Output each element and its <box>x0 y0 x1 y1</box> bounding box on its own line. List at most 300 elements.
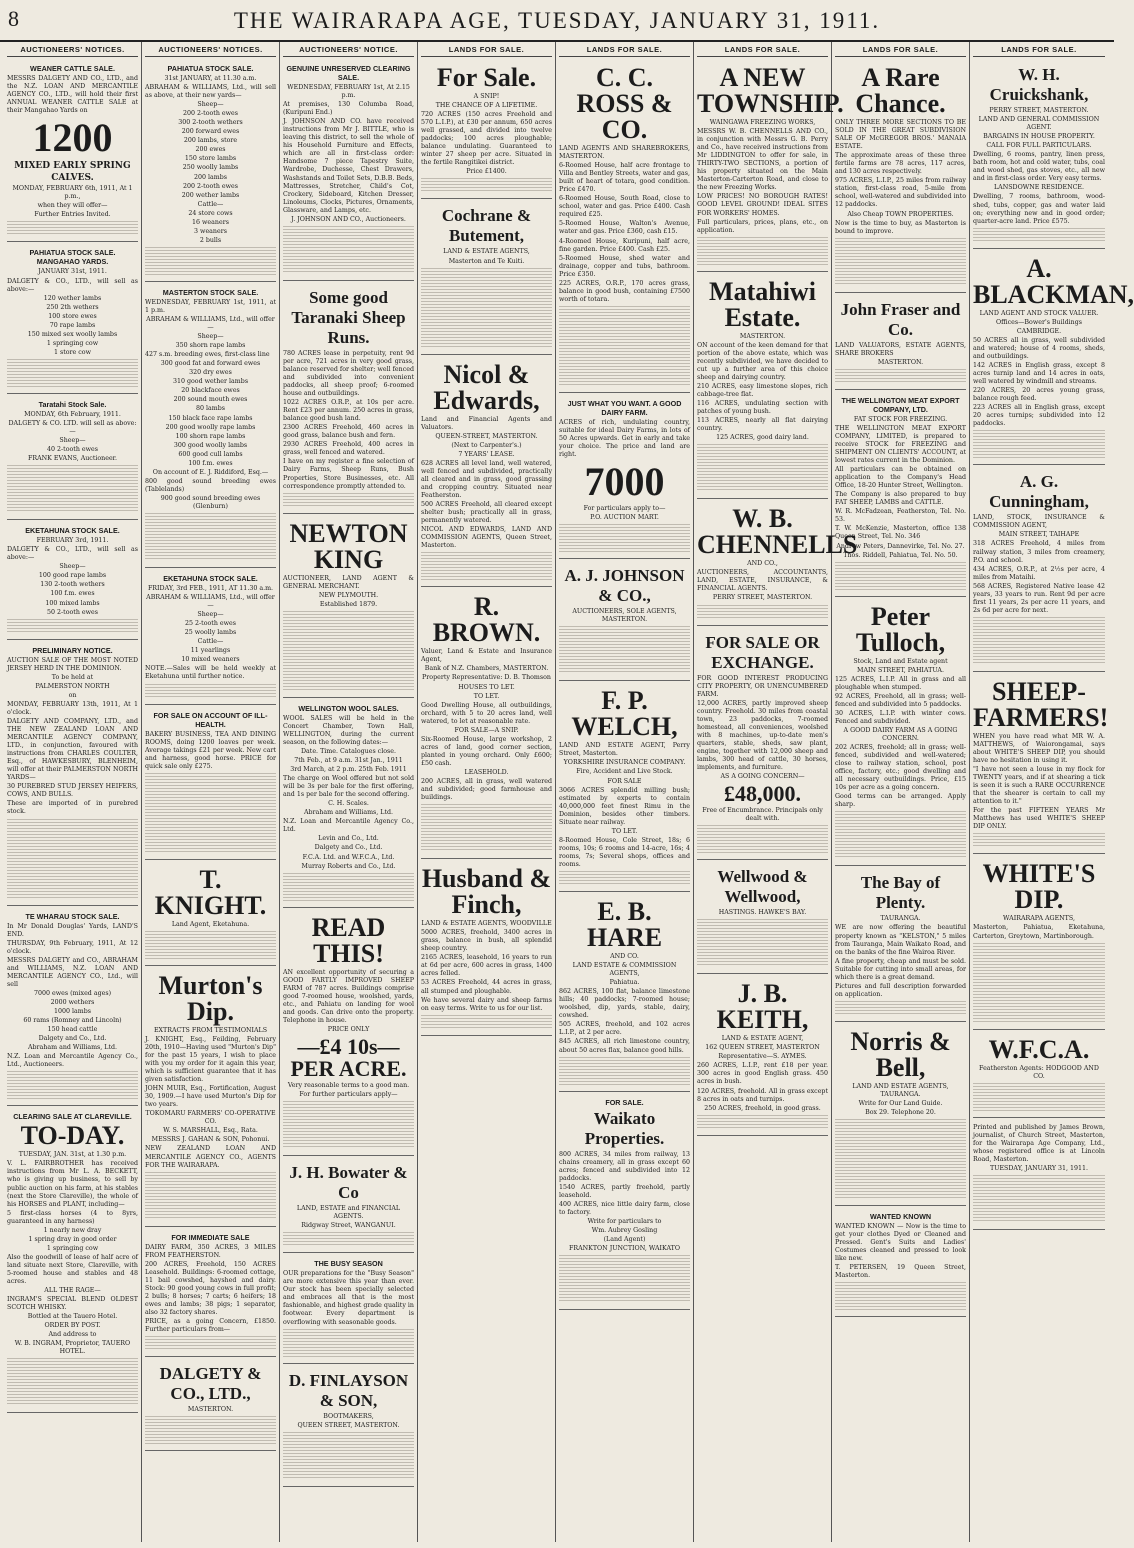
ad-text-line: To be held at <box>51 673 94 681</box>
ad-text-line: LAND AGENT AND STOCK VALUER. <box>979 309 1099 317</box>
ad-text-line: 142 ACRES in English grass, except 8 acres turnip land and 14 acres in oats, well watered by windmill and streams. <box>973 361 1105 386</box>
ad-text-line: The Company is also prepared to buy FAT SHEEP, LAMBS and CATTLE. <box>835 491 966 507</box>
ad-text-line: 50 ACRES all in grass, well subdivided and watered; house of 4 rooms, sheds, and outbuildings. <box>973 336 1105 360</box>
ad-title: THE WELLINGTON MEAT EXPORT COMPANY, LTD. <box>841 395 960 414</box>
ad-text-line: J. JOHNSON AND CO., Auctioneers. <box>291 215 406 223</box>
ad-text-line: FRANK EVANS, Auctioneer. <box>27 455 118 463</box>
ad-text-line: 250 woolly lambs <box>182 164 239 172</box>
ad-text-line: ABRAHAM & WILLIAMS, Ltd., will sell as above, at their new yards— <box>145 84 276 100</box>
ad-text-line: MONDAY, 6th February, 1911. <box>24 410 121 418</box>
ad-display-heading: Waikato Properties. <box>584 1108 665 1148</box>
ad-text-line: 125 ACRES, good dairy land. <box>716 434 809 442</box>
ad-text-line: MONDAY, FEBRUARY 13th, 1911, At 1 o'clock. <box>7 700 138 716</box>
column-8 <box>970 42 1134 1542</box>
illegible-text-block <box>7 819 138 899</box>
ad-text-line: Sheep— <box>197 333 224 341</box>
ad-title: JUST WHAT YOU WANT. A GOOD DAIRY FARM. <box>567 398 682 417</box>
ad-text-line: Thos. Riddell, Pahiatua, Tel. No. 50. <box>843 551 958 559</box>
ad-text-line: OUR preparations for the "Busy Season" are more extensive this year than ever. Our stock has been specially selected and embraces all that is the most fashionable, and highest grade quality in footwear. Every department is overflowing with seasonable goods. <box>283 1270 414 1326</box>
ad-text-line: 1 store cow <box>53 348 91 356</box>
ad-text-line: 100 mixed lambs <box>45 599 100 607</box>
ad-text-line: 400 ACRES, nice little dairy farm, close to factory. <box>559 1200 690 1216</box>
illegible-text-block <box>973 1083 1105 1111</box>
ad-text-line: PERRY STREET, MASTERTON. <box>712 594 813 602</box>
illegible-text-block <box>7 1071 138 1099</box>
ad-text-line: 200 sound mouth ewes <box>173 396 248 404</box>
ad-text-line: 125 ACRES, L.I.P. All in grass and all ploughable when stumped. <box>835 675 966 691</box>
ad-text-line: Levin and Co., Ltd. <box>318 835 379 843</box>
ad-text-line: 223 ACRES all in English grass, except 20 acres turnips; subdivided into 12 paddocks. <box>973 404 1105 428</box>
ad-text-line: DALGETY & CO., LTD., will sell as above:— <box>7 277 138 293</box>
ad-text-line: 600 good cull lambs <box>178 450 243 458</box>
ad-text-line: TO LET. <box>473 692 500 700</box>
ad-text-line: Offices—Bower's Buildings <box>995 318 1082 326</box>
ad-text-line: 150 head cattle <box>47 1026 98 1034</box>
ad-text-line: WAINGAWA FREEZING WORKS, <box>709 119 816 126</box>
ad-text-line: 200 good woolly rape lambs <box>165 423 256 431</box>
illegible-text-block <box>559 626 690 674</box>
ad-text-line: 30 PUREBRED STUD JERSEY HEIFERS, COWS, AND BULLS. <box>7 783 138 799</box>
illegible-text-block <box>283 1101 414 1149</box>
ad-display-heading: A Rare Chance. <box>855 63 946 118</box>
illegible-text-block <box>283 1432 414 1480</box>
advertisement <box>7 908 138 1107</box>
ad-text-line: Date. Time. Catalogues close. <box>301 747 396 755</box>
ad-text-line: Also Cheap TOWN PROPERTIES. <box>847 210 954 218</box>
ad-text-line: 100 f.m. ewes <box>50 590 95 598</box>
advertisement <box>973 1032 1105 1118</box>
ad-text-line: PALMERSTON NORTH <box>35 682 110 690</box>
illegible-text-block <box>421 268 552 348</box>
ad-text-line: PERRY STREET, MASTERTON. <box>989 107 1089 114</box>
ad-text-line: 5000 ACRES, freehold, 3400 acres in grass, balance in bush, all splendid sheep country. <box>421 929 552 953</box>
ad-text-line: TUESDAY, JANUARY 31, 1911. <box>989 1164 1089 1172</box>
ad-display-heading: W. B. CHENNELLS <box>697 504 858 560</box>
ad-text-line: LAND ESTATE & COMMISSION AGENTS, <box>572 962 677 978</box>
ad-text-line: 25 2-tooth ewes <box>185 620 236 628</box>
ad-text-line: 70 rape lambs <box>49 321 96 329</box>
illegible-text-block <box>7 465 138 513</box>
ad-text-line: TOKOMARU FARMERS' CO-OPERATIVE CO. <box>145 1110 276 1126</box>
ad-text-line: QUEEN STREET, MASTERTON. <box>297 1421 400 1429</box>
ad-text-line: LAND, ESTATE and FINANCIAL AGENTS. <box>296 1205 401 1221</box>
ad-text-line: FOR GOOD INTEREST PRODUCING CITY PROPERTY, OR UNENCUMBERED FARM. <box>697 674 828 698</box>
illegible-text-block <box>835 238 966 286</box>
ad-text-line: 130 2-tooth wethers <box>40 581 105 589</box>
ad-text-line: THE WELLINGTON MEAT EXPORT COMPANY, LIMITED, is prepared to receive STOCK for FREEZING and SHIPMENT ON CLIENTS' ACCOUNT, at lowest rates current in the Dominion. <box>835 424 966 465</box>
ad-text-line: ABRAHAM & WILLIAMS, Ltd., will offer— <box>146 315 275 332</box>
ad-text-line: 975 ACRES, L.I.P., 25 miles from railway station, first-class road, 5-mile from school, well-watered and subdivided into 12 paddocks. <box>835 177 966 209</box>
ad-text-line: THURSDAY, 9th February, 1911, At 12 o'clock. <box>7 939 138 955</box>
ad-display-heading: WHITE'S DIP. <box>982 859 1096 915</box>
ad-text-line: Printed and published by James Brown, journalist, of Church Street, Masterton, for the Wairarapa Age Company, Ltd., whose registered office is at Lincoln Road, Masterton. <box>973 1123 1105 1163</box>
ad-text-line: For the past FIFTEEN YEARS Mr Matthews has used WHITE'S SHEEP DIP ONLY. <box>973 807 1105 831</box>
ad-text-line: Wm. Aubrey Gosling <box>591 1227 658 1234</box>
advertisement <box>559 894 690 1092</box>
ad-text-line: 250 ACRES, freehold, in good grass. <box>704 1104 821 1112</box>
ad-text-line: MAIN STREET, TAIHAPE <box>998 531 1080 539</box>
ad-text-line: MASTERTON. <box>877 358 924 366</box>
ad-text-line: 250 2th wethers <box>46 303 99 311</box>
advertisement <box>835 1024 966 1206</box>
ad-text-line: WE are now offering the beautiful property known as "KELSTON," 5 miles from Tauranga, Main Waikato Road, and on the banks of the fine Wairoa River. <box>835 924 966 956</box>
ad-text-line: 150 mixed sex woolly lambs <box>27 330 118 338</box>
column-6 <box>694 42 858 1542</box>
illegible-text-block <box>697 605 828 619</box>
illegible-text-block <box>697 919 828 967</box>
ad-text-line: 845 ACRES, all rich limestone country, about 50 acres flax, balance good hills. <box>559 1038 690 1054</box>
ad-text-line: MAIN STREET, PAHIATUA. <box>857 666 944 674</box>
ad-title: WANTED KNOWN <box>869 1212 932 1222</box>
ad-text-line: 200 ACRES, Freehold, 150 ACRES Leasehold. Buildings: 6-roomed cottage, 11 bail cowshed, hayshed and dairy. Stock: 90 good young cows in full profit; 2 bulls; 8 horses; 7 carts; 6 heifers; 18 ewes and lambs; 38 pigs; 1 separator, also 32 factory shares. <box>145 1260 276 1316</box>
ad-text-line: WAIRARAPA AGENTS, <box>1003 915 1075 923</box>
ad-text-line: 210 ACRES, easy limestone slopes, rich cabbage-tree flat. <box>697 382 828 398</box>
advertisement <box>145 570 276 705</box>
ad-text-line: CAMBRIDGE. <box>1016 327 1062 335</box>
ad-text-line: DALGETY & CO. LTD. will sell as above:— <box>8 419 137 436</box>
ad-display-heading: J. B. KEITH, <box>716 979 809 1035</box>
illegible-text-block <box>697 825 828 853</box>
ad-text-line: 300 good fat and forward ewes <box>160 360 261 368</box>
ad-title: EKETAHUNA STOCK SALE. <box>25 526 120 536</box>
advertisement <box>7 522 138 639</box>
ad-text-line: AUCTION SALE OF THE MOST NOTED JERSEY HERD IN THE DOMINION. <box>7 656 138 672</box>
advertisement <box>145 284 276 568</box>
ad-text-line: 5-Roomed House, Walton's Avenue, water and gas. Price £360, cash £15. <box>559 220 690 236</box>
ad-text-line: ALL THE RAGE— <box>44 1287 101 1295</box>
ad-text-line: 6-Roomed House, South Road, close to school, water and gas. Price £400. Cash required £25. <box>559 195 690 219</box>
ad-text-line: The approximate areas of these three fertile farms are 78 acres, 117 acres, and 130 acres respectively. <box>835 152 966 176</box>
column-header: LANDS FOR SALE. <box>697 42 828 57</box>
ad-text-line: LAND & ESTATE AGENT, <box>721 1035 804 1043</box>
ad-text-line: LAND AGENTS AND SHAREBROKERS, MASTERTON. <box>559 145 690 161</box>
advertisement <box>145 707 276 860</box>
ad-display-heading: Nicol & Edwards, <box>433 359 540 415</box>
ad-text-line: Six-Roomed House, large workshop, 2 acres of land, good corner section, planted in young orchard. Only £600; £50 cash. <box>421 735 552 767</box>
ad-text-line: NICOL AND EDWARDS, LAND AND COMMISSION AGENTS, Queen Street, Masterton. <box>421 526 552 550</box>
ad-text-line: 12,000 ACRES, partly improved sheep country. Freehold. 30 miles from coastal town, 23 paddocks, 7-roomed homestead, all conveniences, woolshed with 8 machines, up-to-date men's quarters, stable, sheds, saw plant, engine, together with 12,000 sheep and lambs, 300 head of cattle, 30 horses, implements, and furniture. <box>697 699 828 772</box>
ad-text-line: 5 first-class horses (4 to 8yrs, guaranteed in any harness) <box>7 1209 138 1225</box>
ad-display-heading: W. H. Cruickshank, <box>989 65 1089 104</box>
ad-text-line: INGRAM'S SPECIAL BLEND OLDEST SCOTCH WHISKY. <box>7 1296 138 1312</box>
ad-text-line: Sheep— <box>197 611 224 619</box>
ad-text-line: Dwelling, 7 rooms, bathroom, wood-shed, tubs, copper, gas and water laid on; everything new and in good order; quarter-acre land. Price £575. <box>973 193 1105 225</box>
ad-text-line: 116 ACRES, undulating section with patches of young bush. <box>697 400 828 416</box>
illegible-text-block <box>835 1282 966 1310</box>
ad-text-line: Pahiatua. <box>609 979 640 987</box>
ad-text-line: 200 2-tooth ewes <box>183 182 238 190</box>
illegible-text-block <box>559 524 690 552</box>
ad-text-line: 40 2-tooth ewes <box>47 446 98 454</box>
illegible-text-block <box>835 562 966 590</box>
ad-text-line: AND CO. <box>610 953 639 961</box>
ad-text-line: 8-Roomed House, Cole Street, 18s; 6 rooms, 10s; 6 rooms and 14-acre, 16s; 4 rooms, 7s; Several shops, offices and rooms. <box>559 836 690 868</box>
ad-display-heading: NEWTON KING <box>289 518 408 574</box>
advertisement <box>835 599 966 867</box>
ad-title: WELLINGTON WOOL SALES. <box>298 703 399 713</box>
advertisement <box>7 642 138 906</box>
ad-text-line: BAKERY BUSINESS, TEA AND DINING ROOMS, doing 1200 loaves per week. Average takings £21 per week. New cart and harness, good horse. PRICE for quick sale only £275. <box>145 730 276 770</box>
ad-text-line: 20 blackface ewes <box>181 387 240 395</box>
ad-display-heading: Cochrane & Butement, <box>441 206 532 246</box>
ad-text-line: LAND AND ESTATE AGENTS, TAURANGA. <box>852 1082 949 1098</box>
illegible-text-block <box>145 773 276 853</box>
ad-display-heading: T. KNIGHT. <box>154 864 267 920</box>
ad-text-line: LANSDOWNE RESIDENCE. <box>993 184 1085 192</box>
advertisement <box>145 1229 276 1358</box>
ad-text-line: LAND, STOCK, INSURANCE & COMMISSION AGENT, <box>973 514 1105 530</box>
ad-text-line: V. L. FAIRBROTHER has received instructions from Mr L. A. BECKETT, who is giving up business, to sell by public auction on his farm, at his stables (next the Store Clareville), the whole of his HORSES and PLANT, including— <box>7 1160 138 1208</box>
column-header: LANDS FOR SALE. <box>421 42 552 57</box>
ad-display-heading: The Bay of Plenty. <box>860 873 941 913</box>
ad-text-line: 1 springing cow <box>46 1244 99 1252</box>
ad-text-line: AS A GOING CONCERN— <box>720 773 805 781</box>
ad-text-line: AND CO., <box>747 560 778 568</box>
ad-text-line: Box 29. Telephone 20. <box>865 1109 936 1117</box>
illegible-text-block <box>835 1119 966 1199</box>
illegible-text-block <box>559 871 690 885</box>
advertisement <box>973 467 1105 672</box>
illegible-text-block <box>835 811 966 859</box>
ad-display-heading: John Fraser and Co. <box>840 299 961 339</box>
advertisement <box>145 1359 276 1451</box>
ad-text-line: AUCTIONEERS, ACCOUNTANTS, LAND, ESTATE, INSURANCE, & FINANCIAL AGENTS. <box>697 569 828 593</box>
ad-price: —£4 10s— PER ACRE. <box>290 1034 407 1081</box>
column-header: LANDS FOR SALE. <box>835 42 966 57</box>
ad-text-line: 25 woolly lambs <box>184 629 237 637</box>
advertisement <box>697 976 828 1135</box>
ad-text-line: 6-Roomed House, half acre frontage to Villa and Bentley Streets, water and gas, built of heart of totara, good condition. Price £470. <box>559 162 690 194</box>
ad-text-line: ORDER BY POST. <box>44 1322 101 1330</box>
advertisement <box>421 60 552 199</box>
ad-display-heading: FOR SALE OR EXCHANGE. <box>705 632 820 672</box>
ad-text-line: 200 lambs, store <box>183 137 238 145</box>
ad-display-heading: SHEEP-FARMERS! <box>973 676 1109 732</box>
ad-text-line: Full particulars, prices, plans, etc., on application. <box>697 218 828 234</box>
ad-text-line: WHEN you have read what MR W. A. MATTHEWS, of Waiorongamai, says about WHITE'S SHEEP DIP, you should have no hesitation in using it. <box>973 732 1105 765</box>
ad-display-heading: Norris & Bell, <box>850 1026 951 1082</box>
ad-text-line: HOUSES TO LET. <box>458 683 515 691</box>
ad-text-line: 220 ACRES, 20 acres young grass, balance rough feed. <box>973 387 1105 403</box>
illegible-text-block <box>421 552 552 580</box>
ad-text-line: Bank of N.Z. Chambers, MASTERTON. <box>424 665 549 673</box>
illegible-text-block <box>421 1015 552 1029</box>
illegible-text-block <box>7 1358 138 1406</box>
illegible-text-block <box>973 1175 1105 1223</box>
ad-text-line: T. W. McKenzie, Masterton, office 138 Queen Street, Tel. No. 346 <box>835 525 966 541</box>
ad-text-line: 1 nearly new dray <box>43 1226 102 1234</box>
ad-text-line: LAND VALUATORS, ESTATE AGENTS, SHARE BROKERS <box>835 341 966 357</box>
advertisement <box>559 683 690 892</box>
ad-text-line: FAT STOCK FOR FREEZING. <box>853 415 948 423</box>
ad-text-line: 2 bulls <box>199 236 222 244</box>
ad-text-line: LEASEHOLD. <box>464 768 509 776</box>
advertisement <box>145 862 276 966</box>
ad-text-line: HASTINGS. HAWKE'S BAY. <box>718 909 807 917</box>
ad-text-line: DAIRY FARM, 350 ACRES, 3 MILES FROM FEATHERSTON. <box>145 1243 276 1259</box>
illegible-text-block <box>559 306 690 386</box>
illegible-text-block <box>697 1115 828 1129</box>
ad-text-line: NEW ZEALAND LOAN AND MERCANTILE AGENCY CO., AGENTS FOR THE WAIRARAPA. <box>145 1145 276 1169</box>
illegible-text-block <box>283 226 414 274</box>
ad-text-line: 200 lambs <box>193 173 228 181</box>
ad-text-line: FRIDAY, 3rd FEB., 1911, AT 11.30 a.m. <box>147 585 274 593</box>
ad-display-heading: READ THIS! <box>311 912 386 968</box>
ad-text-line: 862 ACRES, 100 flat, balance limestone hills; 40 paddocks; 7-roomed house; woolshed, dip, yards, stable, dairy, cowshed. <box>559 988 690 1020</box>
illegible-text-block <box>145 513 276 561</box>
advertisement <box>283 1366 414 1487</box>
ad-text-line: LAND & ESTATE AGENTS, WOODVILLE <box>421 920 552 928</box>
ad-text-line: 200 2-tooth ewes <box>183 110 238 118</box>
ad-display-heading: Wellwood & Wellwood, <box>717 867 808 907</box>
ad-display-heading: Some good Taranaki Sheep Runs. <box>291 287 406 347</box>
ad-big-number: 7000 <box>584 459 665 505</box>
advertisement <box>7 1108 138 1413</box>
ad-text-line: 500 ACRES Freehold, all cleared except shelter bush; practically all in grass, permanently watered. <box>421 501 552 525</box>
ad-text-line: 3rd March, at 2 p.m. 25th Feb. 1911 <box>290 766 407 774</box>
ad-text-line: 100 good rape lambs <box>38 572 107 580</box>
ad-title: PAHIATUA STOCK SALE. <box>167 64 254 73</box>
advertisement <box>835 392 966 597</box>
illegible-text-block <box>421 178 552 192</box>
ad-text-line: 100 f.m. ewes <box>188 459 233 467</box>
ad-text-line: TUESDAY, JAN. 31st, at 1.30 p.m. <box>18 1151 127 1159</box>
page-number: 8 <box>8 6 19 31</box>
ad-text-line: 31st JANUARY, at 11.30 a.m. <box>164 75 257 82</box>
column-header: AUCTIONEERS' NOTICES. <box>7 42 138 57</box>
ad-text-line: Dalgety and Co., Ltd. <box>314 844 383 852</box>
ad-display-heading: A. J. JOHNSON & CO., <box>564 566 685 606</box>
ad-text-line: 11 yearlings <box>190 647 231 655</box>
ad-text-line: ACRES of rich, undulating country, suitable for ideal Dairy Farms, in lots of 50 Acres upwards. Get in early and take your choice. The price and land are right. <box>559 418 690 459</box>
ad-text-line: 120 ACRES, freehold. All in grass except 8 acres in oats and turnips. <box>697 1087 828 1103</box>
column-7 <box>832 42 970 1542</box>
advertisement <box>145 968 276 1227</box>
ad-text-line: when they will offer— <box>37 202 108 210</box>
ad-text-line: Cattle— <box>197 200 224 208</box>
ad-text-line: 260 ACRES, L.I.P., rent £18 per year. 300 acres in good English grass. 450 acres in bush. <box>697 1062 828 1086</box>
ad-text-line: 1 spring dray in good order <box>28 1235 117 1243</box>
ad-text-line: 320 dry ewes <box>189 369 232 377</box>
ad-text-line: All particulars can be obtained on application to the Company's Head Office, 18-20 Hunter Street, Wellington. <box>835 466 966 490</box>
ad-text-line: 200 forward ewes <box>181 128 240 136</box>
ad-text-line: AUCTIONEERS, SOLE AGENTS, MASTERTON. <box>572 608 677 624</box>
ad-text-line: DALGETY AND COMPANY, LTD., and THE NEW ZEALAND LOAN AND MERCANTILE AGENCY COMPANY, LTD., in conjunction, favoured with instructions from CHARLES COULTER, Esq., of HAWKESBURY, BLENHEIM, will offer at their PALMERSTON NORTH YARDS— <box>7 717 138 782</box>
ad-text-line: Also the goodwill of lease of half acre of land situate next Store, Clareville, with 5-roomed house and stables and 48 acres. <box>7 1253 138 1286</box>
ad-text-line: P.O. AUCTION MART. <box>590 514 659 522</box>
advertisement <box>421 589 552 859</box>
ad-text-line: 300 good woolly lambs <box>173 441 248 449</box>
ad-text-line: Established 1879. <box>319 600 378 608</box>
advertisement <box>559 561 690 681</box>
ad-text-line: Bottled at the Tauero Hotel. <box>27 1313 118 1321</box>
ad-text-line: DALGETY & CO., LTD., will sell as above:— <box>7 546 138 562</box>
ad-text-line: (Land Agent) <box>603 1236 646 1244</box>
ad-tail-line: Free of Encumbrance. Principals only dealt with. <box>702 807 823 823</box>
ad-text-line: At premises, 130 Columba Road, (Kuripuni End.) <box>283 101 414 117</box>
ad-title: EKETAHUNA STOCK SALE. <box>163 574 258 584</box>
ad-display-heading: Murton's Dip. <box>158 970 263 1026</box>
ad-text-line: 100 store ewes <box>48 312 97 320</box>
advertisement <box>697 501 858 625</box>
ad-display-heading: D. FINLAYSON & SON, <box>288 1370 409 1410</box>
ad-text-line: W. S. MARSHALL, Esq., Rata. <box>163 1127 258 1135</box>
ad-text-line: 1540 ACRES, partly freehold, partly leasehold. <box>559 1183 690 1199</box>
illegible-text-block <box>835 1001 966 1015</box>
ad-text-line: 568 ACRES, Registered Native lease 42 years, 33 years to run. Rent 9d per acre first 11 years, 2s per acre 11 years, and 2s 6d per acre for next. <box>973 582 1105 614</box>
illegible-text-block <box>283 873 414 901</box>
illegible-text-block <box>973 943 1105 1023</box>
advertisement <box>973 60 1105 249</box>
ad-text-line: MESSRS DALGETY and CO., ABRAHAM and WILLIAMS, N.Z. LOAN AND MERCANTILE AGENCY CO., Ltd., will sell <box>7 956 138 988</box>
advertisement <box>973 856 1105 1029</box>
ad-text-line: Good Dwelling House, all outbuildings, orchard, with 5 to 20 acres land, well watered, to let at reasonable rate. <box>421 701 552 725</box>
ad-text-line: TO LET. <box>611 827 638 835</box>
illegible-text-block <box>973 228 1105 242</box>
advertisement <box>283 700 414 908</box>
advertisement <box>7 244 138 393</box>
ad-display-heading: F. P. WELCH, <box>571 686 678 742</box>
ad-text-line: A SNIP! <box>473 93 500 100</box>
ad-text-line: 24 store cows <box>188 209 233 217</box>
ad-text-line: MESSRS W. B. CHENNELLS AND CO., in conjunction with Messrs G. B. Perry and Co., have received instructions from Mr LIDDINGTON to offer for sale, in THIRTY-TWO SECTIONS, a portion of his property situated on the Main Masterton-Carterton Road, and close to the new Freezing Works. <box>697 128 828 192</box>
ad-display-heading: W.F.C.A. <box>988 1034 1090 1064</box>
ad-text-line: 1000 lambs <box>53 1007 92 1015</box>
ad-title: WEANER CATTLE SALE. <box>30 64 115 73</box>
illegible-text-block <box>973 833 1105 847</box>
ad-text-line: 120 wether lambs <box>43 294 102 302</box>
advertisement <box>7 396 138 520</box>
ad-text-line: 318 ACRES Freehold, 4 miles from railway station, 3 miles from creamery, P.O. and school. <box>973 540 1105 564</box>
ad-text-line: Murray Roberts and Co., Ltd. <box>301 862 396 870</box>
ad-text-line: 2300 ACRES Freehold, 460 acres in good grass, balance bush and fern. <box>283 424 414 440</box>
advertisement <box>973 251 1134 466</box>
ad-text-line: Write for Our Land Guide. <box>858 1100 943 1107</box>
ad-title: FOR IMMEDIATE SALE <box>171 1232 250 1242</box>
advertisement <box>835 295 966 390</box>
advertisement <box>421 357 552 588</box>
ad-text-line: on <box>68 691 77 699</box>
ad-display-heading: TO-DAY. <box>20 1121 125 1151</box>
ad-text-line: 628 ACRES all level land, well watered, well fenced and subdivided, practically all cleared and in grass, good grassing and cropping country. Situated near Featherston. <box>421 459 552 499</box>
newspaper-title: THE WAIRARAPA AGE, TUESDAY, JANUARY 31, 1911. <box>233 8 881 33</box>
ad-text-line: 434 ACRES, O.R.P., at 2½s per acre, 4 miles from Mataihi. <box>973 565 1105 581</box>
ad-text-line: 800 good sound breeding ewes (Tablelands) <box>145 477 276 493</box>
illegible-text-block <box>145 1416 276 1444</box>
ad-title: FOR SALE ON ACCOUNT OF ILL-HEALTH. <box>153 710 268 729</box>
ad-text-line: 200 ACRES, all in grass, well watered and subdivided; good farmhouse and buildings. <box>421 778 552 802</box>
ad-text-line: W. B. INGRAM, Proprietor, TAUERO HOTEL. <box>14 1340 131 1356</box>
advertisement <box>559 395 690 559</box>
ad-text-line: Pictures and full description forwarded on application. <box>835 982 966 998</box>
advertisement <box>559 1094 690 1311</box>
ad-text-line: BARGAINS IN HOUSE PROPERTY. <box>983 133 1095 141</box>
ad-text-line: 300 2-tooth wethers <box>178 119 243 127</box>
ad-text-line: A GOOD DAIRY FARM AS A GOING CONCERN. <box>843 726 958 743</box>
ad-text-line: 3066 ACRES splendid milling bush; estimated by experts to contain 40,000,000 feet finest Rimu in the Dominion, besides other timbers. Situate near railway. <box>559 786 690 826</box>
masthead <box>0 0 1114 42</box>
ad-text-line: For particulars apply to— <box>583 505 666 513</box>
ad-text-line: AN excellent opportunity of securing a GOOD FARTLY IMPROVED SHEEP FARM of 787 acres. Buildings comprise good 7-roomed house, woolshed, yards, etc., and Pahiatu on landing for wool and goods. Can drive onto the property. Telephone in house. <box>283 968 414 1024</box>
ad-title: Taratahi Stock Sale. <box>38 399 107 409</box>
ad-text-line: Abraham and Williams, Ltd. <box>27 1044 118 1052</box>
advertisement <box>421 201 552 354</box>
ad-tail-line: Very reasonable terms to a good man. <box>287 1082 410 1089</box>
ad-text-line: ON account of the keen demand for that portion of the above estate, which was recently subdivided, we have decided to cut up a further area of this choice sheep and dairying country. <box>697 341 828 381</box>
ad-text-line: MASTERTON. <box>739 332 786 340</box>
illegible-text-block <box>835 369 966 383</box>
illegible-text-block <box>283 1232 414 1246</box>
